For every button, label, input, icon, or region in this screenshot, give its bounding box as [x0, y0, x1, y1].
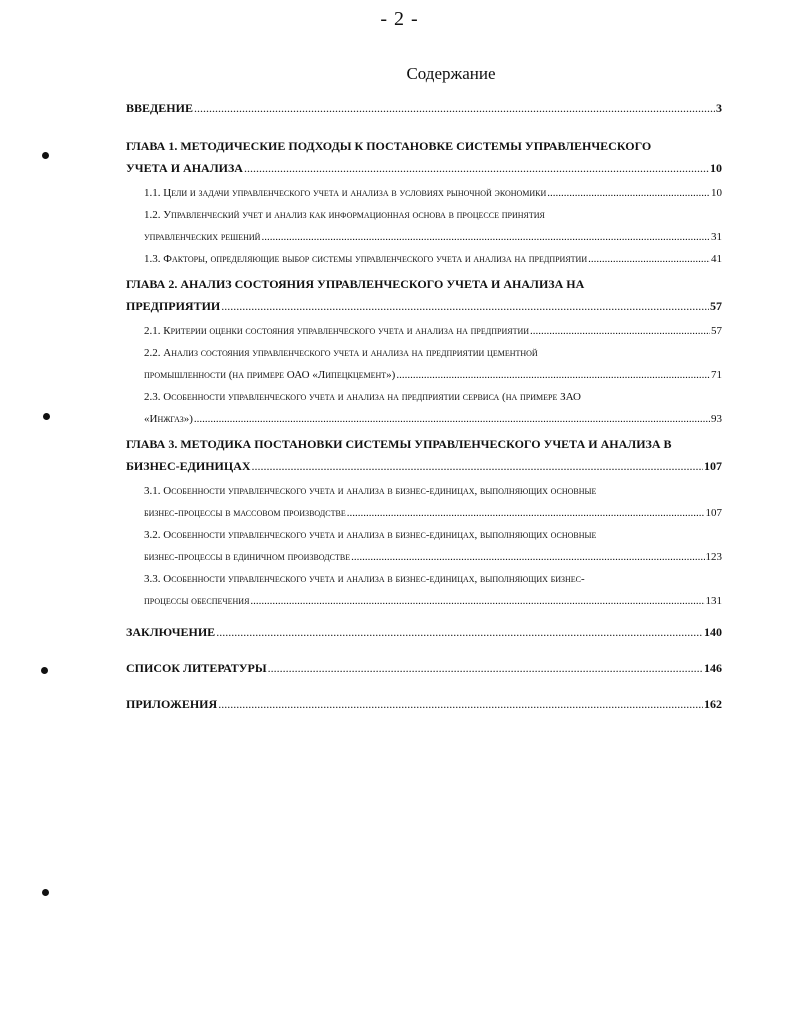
toc-entry-section-1-3[interactable] [126, 248, 722, 270]
dot-leader [244, 157, 709, 179]
table-of-contents [126, 97, 722, 715]
toc-entry-section-3-3[interactable] [126, 568, 722, 612]
toc-entry-label: 1.2. Управленческий учет и анализ как информационная основа в процессе принятия [144, 209, 545, 221]
toc-entry-label: 1.3. Факторы, определяющие выбор системы управленческого учета и анализа на предприятии [144, 253, 588, 265]
dot-leader [218, 693, 703, 715]
toc-entry-page: 3 [716, 101, 722, 115]
toc-entry-label: управленческих решений [144, 231, 261, 243]
dot-leader [221, 295, 709, 317]
toc-entry-section-2-3[interactable] [126, 386, 722, 430]
toc-entry-section-1-2[interactable] [126, 204, 722, 248]
toc-entry-label: 2.1. Критерии оценки состояния управленческого учета и анализа на предприятии [144, 325, 530, 337]
dot-leader [250, 590, 704, 612]
toc-entry-page: 41 [711, 253, 722, 265]
toc-title: Содержание [406, 64, 496, 83]
toc-entry-literature[interactable] [126, 657, 722, 679]
dot-leader [396, 364, 710, 386]
toc-entry-appendix[interactable] [126, 693, 722, 715]
toc-entry-label: бизнес-процессы в массовом производстве [144, 507, 346, 519]
toc-entry-section-3-1[interactable] [126, 480, 722, 524]
toc-entry-section-2-1[interactable] [126, 320, 722, 342]
dot-leader [216, 621, 703, 643]
binder-hole-mark [41, 667, 48, 674]
toc-entry-page: 71 [711, 369, 722, 381]
toc-entry-page: 140 [704, 625, 722, 639]
toc-entry-conclusion[interactable] [126, 621, 722, 643]
toc-entry-page: 131 [705, 595, 722, 607]
toc-entry-page: 107 [704, 459, 722, 473]
binder-hole-mark [42, 152, 49, 159]
dot-leader [268, 657, 703, 679]
dot-leader [194, 408, 710, 430]
toc-entry-label: ГЛАВА 2. АНАЛИЗ СОСТОЯНИЯ УПРАВЛЕНЧЕСКОГО УЧЕТА И АНАЛИЗА НА [126, 277, 585, 291]
toc-entry-label: УЧЕТА И АНАЛИЗА [126, 161, 243, 175]
toc-entry-label: процессы обеспечения [144, 595, 250, 607]
toc-entry-label: бизнес-процессы в единичном производстве [144, 551, 351, 563]
toc-entry-label: 3.2. Особенности управленческого учета и анализа в бизнес-единицах, выполняющих основные [144, 529, 597, 541]
toc-entry-page: 57 [711, 325, 722, 337]
toc-entry-section-2-2[interactable] [126, 342, 722, 386]
dot-leader [347, 502, 705, 524]
dot-leader [261, 226, 710, 248]
toc-entry-section-3-2[interactable] [126, 524, 722, 568]
binder-hole-mark [42, 889, 49, 896]
toc-entry-introduction[interactable] [126, 97, 722, 119]
toc-entry-page: 162 [704, 697, 722, 711]
dot-leader [252, 455, 703, 477]
toc-entry-label: «Инжгаз») [144, 413, 193, 425]
toc-entry-label: 2.3. Особенности управленческого учета и анализа на предприятии сервиса (на примере ЗАО [144, 391, 581, 403]
dot-leader [351, 546, 704, 568]
dot-leader [588, 248, 710, 270]
toc-entry-label: БИЗНЕС-ЕДИНИЦАХ [126, 459, 251, 473]
toc-entry-label: ПРИЛОЖЕНИЯ [126, 697, 218, 711]
toc-entry-label: СПИСОК ЛИТЕРАТУРЫ [126, 661, 267, 675]
toc-entry-chapter-1[interactable] [126, 135, 722, 179]
toc-entry-label: ГЛАВА 3. МЕТОДИКА ПОСТАНОВКИ СИСТЕМЫ УПРАВЛЕНЧЕСКОГО УЧЕТА И АНАЛИЗА В [126, 437, 672, 451]
toc-entry-label: 2.2. Анализ состояния управленческого учета и анализа на предприятии цементной [144, 347, 538, 359]
page-number: - 2 - [380, 8, 419, 30]
toc-entry-label: промышленности (на примере ОАО «Липецкцемент») [144, 369, 396, 381]
toc-entry-page: 107 [705, 507, 722, 519]
toc-entry-page: 57 [710, 299, 722, 313]
toc-entry-page: 93 [711, 413, 722, 425]
toc-entry-page: 146 [704, 661, 722, 675]
toc-entry-page: 10 [710, 161, 722, 175]
toc-entry-label: 1.1. Цели и задачи управленческого учета и анализа в условиях рыночной экономики [144, 187, 547, 199]
toc-entry-page: 31 [711, 231, 722, 243]
toc-entry-label: ПРЕДПРИЯТИИ [126, 299, 221, 313]
toc-entry-label: ВВЕДЕНИЕ [126, 101, 193, 115]
toc-entry-page: 123 [705, 551, 722, 563]
toc-entry-label: 3.3. Особенности управленческого учета и анализа в бизнес-единицах, выполняющих бизнес- [144, 573, 585, 585]
toc-entry-label: ЗАКЛЮЧЕНИЕ [126, 625, 216, 639]
binder-hole-mark [43, 413, 50, 420]
toc-entry-chapter-2[interactable] [126, 273, 722, 317]
dot-leader [547, 182, 710, 204]
toc-entry-page: 10 [711, 187, 722, 199]
dot-leader [194, 97, 715, 119]
toc-entry-section-1-1[interactable] [126, 182, 722, 204]
toc-entry-chapter-3[interactable] [126, 433, 722, 477]
dot-leader [530, 320, 710, 342]
toc-entry-label: 3.1. Особенности управленческого учета и анализа в бизнес-единицах, выполняющих основные [144, 485, 597, 497]
toc-entry-label: ГЛАВА 1. МЕТОДИЧЕСКИЕ ПОДХОДЫ К ПОСТАНОВКЕ СИСТЕМЫ УПРАВЛЕНЧЕСКОГО [126, 139, 652, 153]
